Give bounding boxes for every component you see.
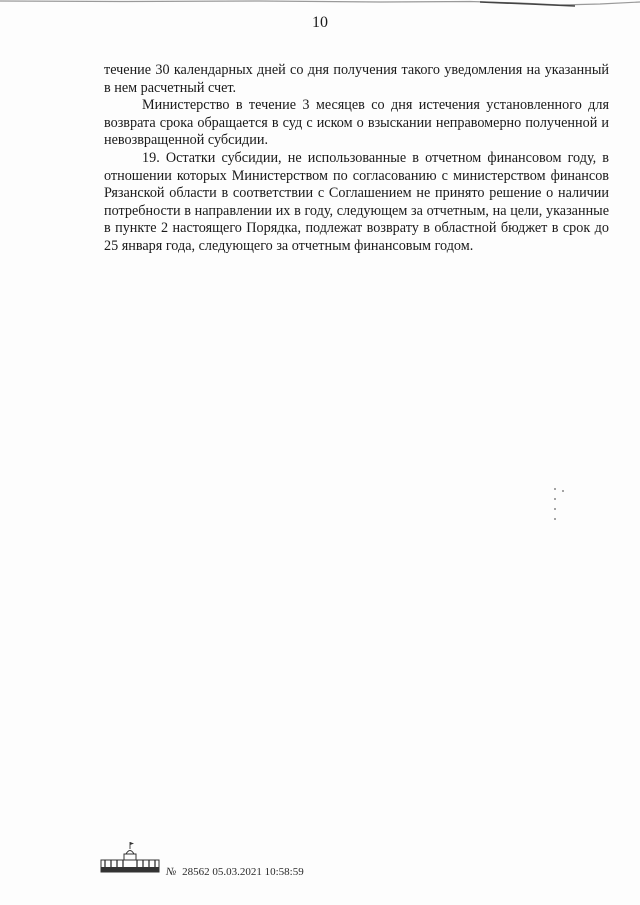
scan-edge-artifact <box>0 0 640 8</box>
document-body <box>104 62 609 256</box>
registration-number: 28562 <box>182 866 210 878</box>
paragraph-court-claim: Министерство в течение 3 месяцев со дня истечения установленного для возврата срока обращается в суд с иском о взыскании неправомерно полученной и невозвращенной субсидии. <box>104 97 609 149</box>
number-sign: № <box>166 866 177 878</box>
scan-margin-marks <box>552 486 566 526</box>
paragraph-subsidy-remainder: 19. Остатки субсидии, не использованные в отчетном финансовом году, в отношении которых Министерством по согласованию с министерством финансов Рязанской области в соответствии с Соглашением не принято решение о наличии потребности в направлении их в году, следующем за отчетным, на цели, указанные в пункте 2 настоящего Порядка, подлежат возврату в областной бюджет в срок до 25 января года, следующего за отчетным финансовым годом. <box>104 149 609 254</box>
registration-stamp <box>166 866 304 878</box>
paragraph-refund-term: течение 30 календарных дней со дня получения такого уведомления на указанный в нем расчетный счет. <box>104 62 609 96</box>
government-building-logo <box>100 840 160 874</box>
page-number: 10 <box>312 14 328 31</box>
registration-datetime: 05.03.2021 10:58:59 <box>212 866 304 878</box>
